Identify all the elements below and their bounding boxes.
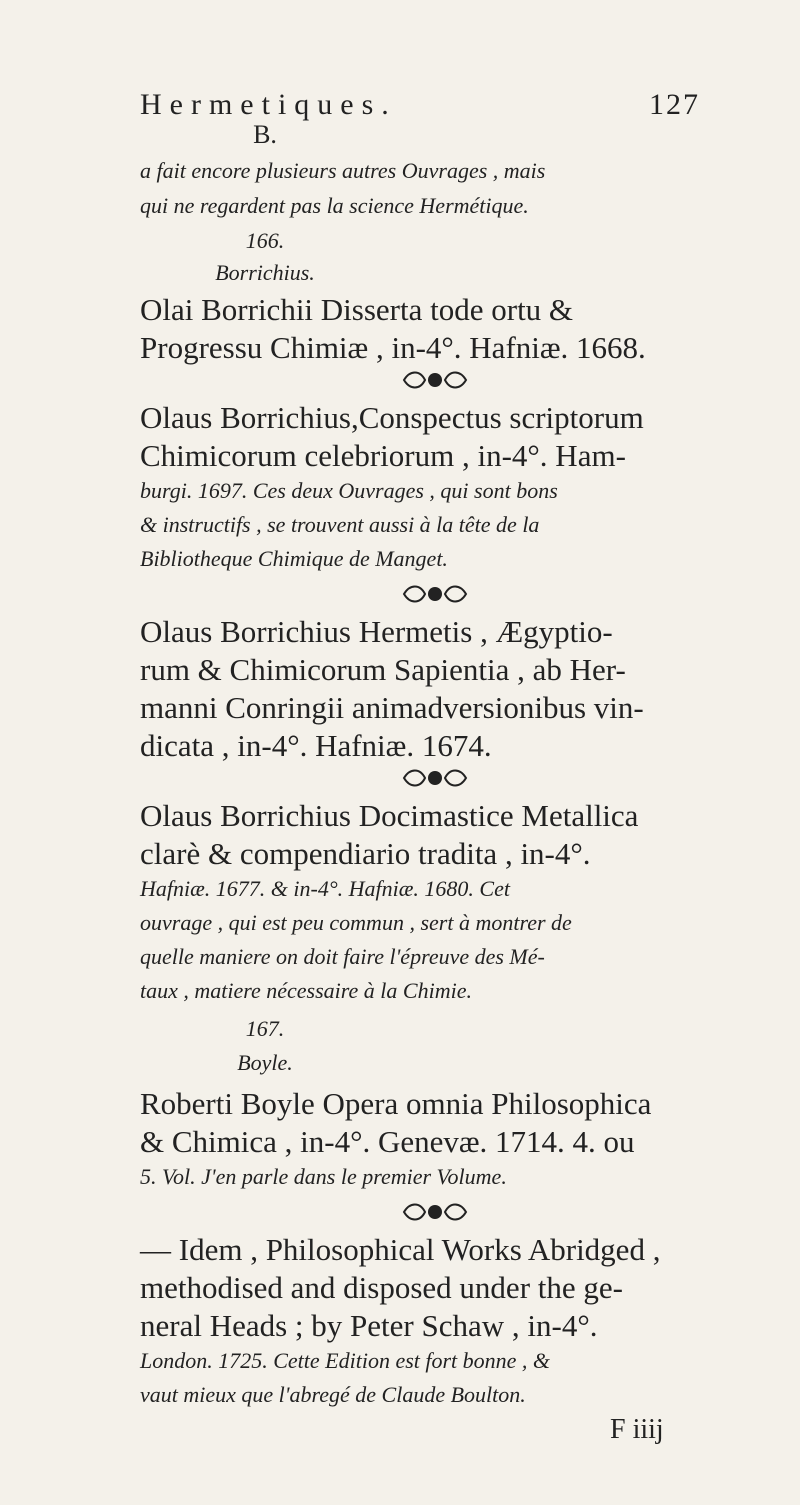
entry-line: Roberti Boyle Opera omnia Philosophica — [140, 1086, 652, 1121]
ornament-icon — [400, 582, 470, 606]
entry-line: Olaus Borrichius,Conspectus scriptorum — [140, 400, 644, 435]
entry-line: & instructifs , se trouvent aussi à la tête de la — [140, 512, 540, 537]
ornament-icon — [400, 766, 470, 790]
entry-line: Chimicorum celebriorum , in-4°. Ham- — [140, 438, 626, 473]
entry-line: Olai Borrichii Disserta tode ortu & — [140, 292, 574, 327]
entry-line: Olaus Borrichius Docimastice Metallica — [140, 798, 639, 833]
entry-author: Boyle. — [237, 1050, 293, 1075]
entry-line: London. 1725. Cette Edition est fort bonne , & — [140, 1348, 551, 1373]
entry-line: a fait encore plusieurs autres Ouvrages , mais — [140, 158, 546, 183]
entry-line: rum & Chimicorum Sapientia , ab Her- — [140, 652, 626, 687]
entry-line: 5. Vol. J'en parle dans le premier Volume. — [140, 1164, 507, 1189]
entry-line: dicata , in-4°. Hafniæ. 1674. — [140, 728, 492, 763]
entry-line: burgi. 1697. Ces deux Ouvrages , qui sont bons — [140, 478, 558, 503]
running-header — [140, 88, 700, 122]
signature-mark: F iiij — [610, 1414, 664, 1445]
entry-line: clarè & compendiario tradita , in-4°. — [140, 836, 591, 871]
entry-line: taux , matiere nécessaire à la Chimie. — [140, 978, 472, 1003]
entry-number: 167. — [245, 1016, 285, 1041]
entry-line: vaut mieux que l'abregé de Claude Boulton. — [140, 1382, 526, 1407]
entry-line: & Chimica , in-4°. Genevæ. 1714. 4. ou — [140, 1124, 635, 1159]
entry-line: — Idem , Philosophical Works Abridged , — [140, 1232, 661, 1267]
ornament-icon — [400, 368, 470, 392]
entry-line: manni Conringii animadversionibus vin- — [140, 690, 644, 725]
page-number: 127 — [649, 88, 700, 121]
ornament-icon — [400, 1200, 470, 1224]
entry-line: Hafniæ. 1677. & in-4°. Hafniæ. 1680. Cet — [140, 876, 510, 901]
entry-number: 166. — [245, 228, 285, 253]
entry-author: Borrichius. — [215, 260, 315, 285]
entry-line: qui ne regardent pas la science Hermétique. — [140, 193, 529, 218]
section-letter: B. — [253, 120, 277, 149]
entry-line: neral Heads ; by Peter Schaw , in-4°. — [140, 1308, 598, 1343]
running-title: Hermetiques. — [140, 88, 397, 121]
entry-line: methodised and disposed under the ge- — [140, 1270, 623, 1305]
entry-line: ouvrage , qui est peu commun , sert à montrer de — [140, 910, 572, 935]
entry-line: quelle maniere on doit faire l'épreuve des Mé- — [140, 944, 545, 969]
entry-line: Olaus Borrichius Hermetis , Ægyptio- — [140, 614, 613, 649]
entry-line: Progressu Chimiæ , in-4°. Hafniæ. 1668. — [140, 330, 646, 365]
entry-line: Bibliotheque Chimique de Manget. — [140, 546, 448, 571]
